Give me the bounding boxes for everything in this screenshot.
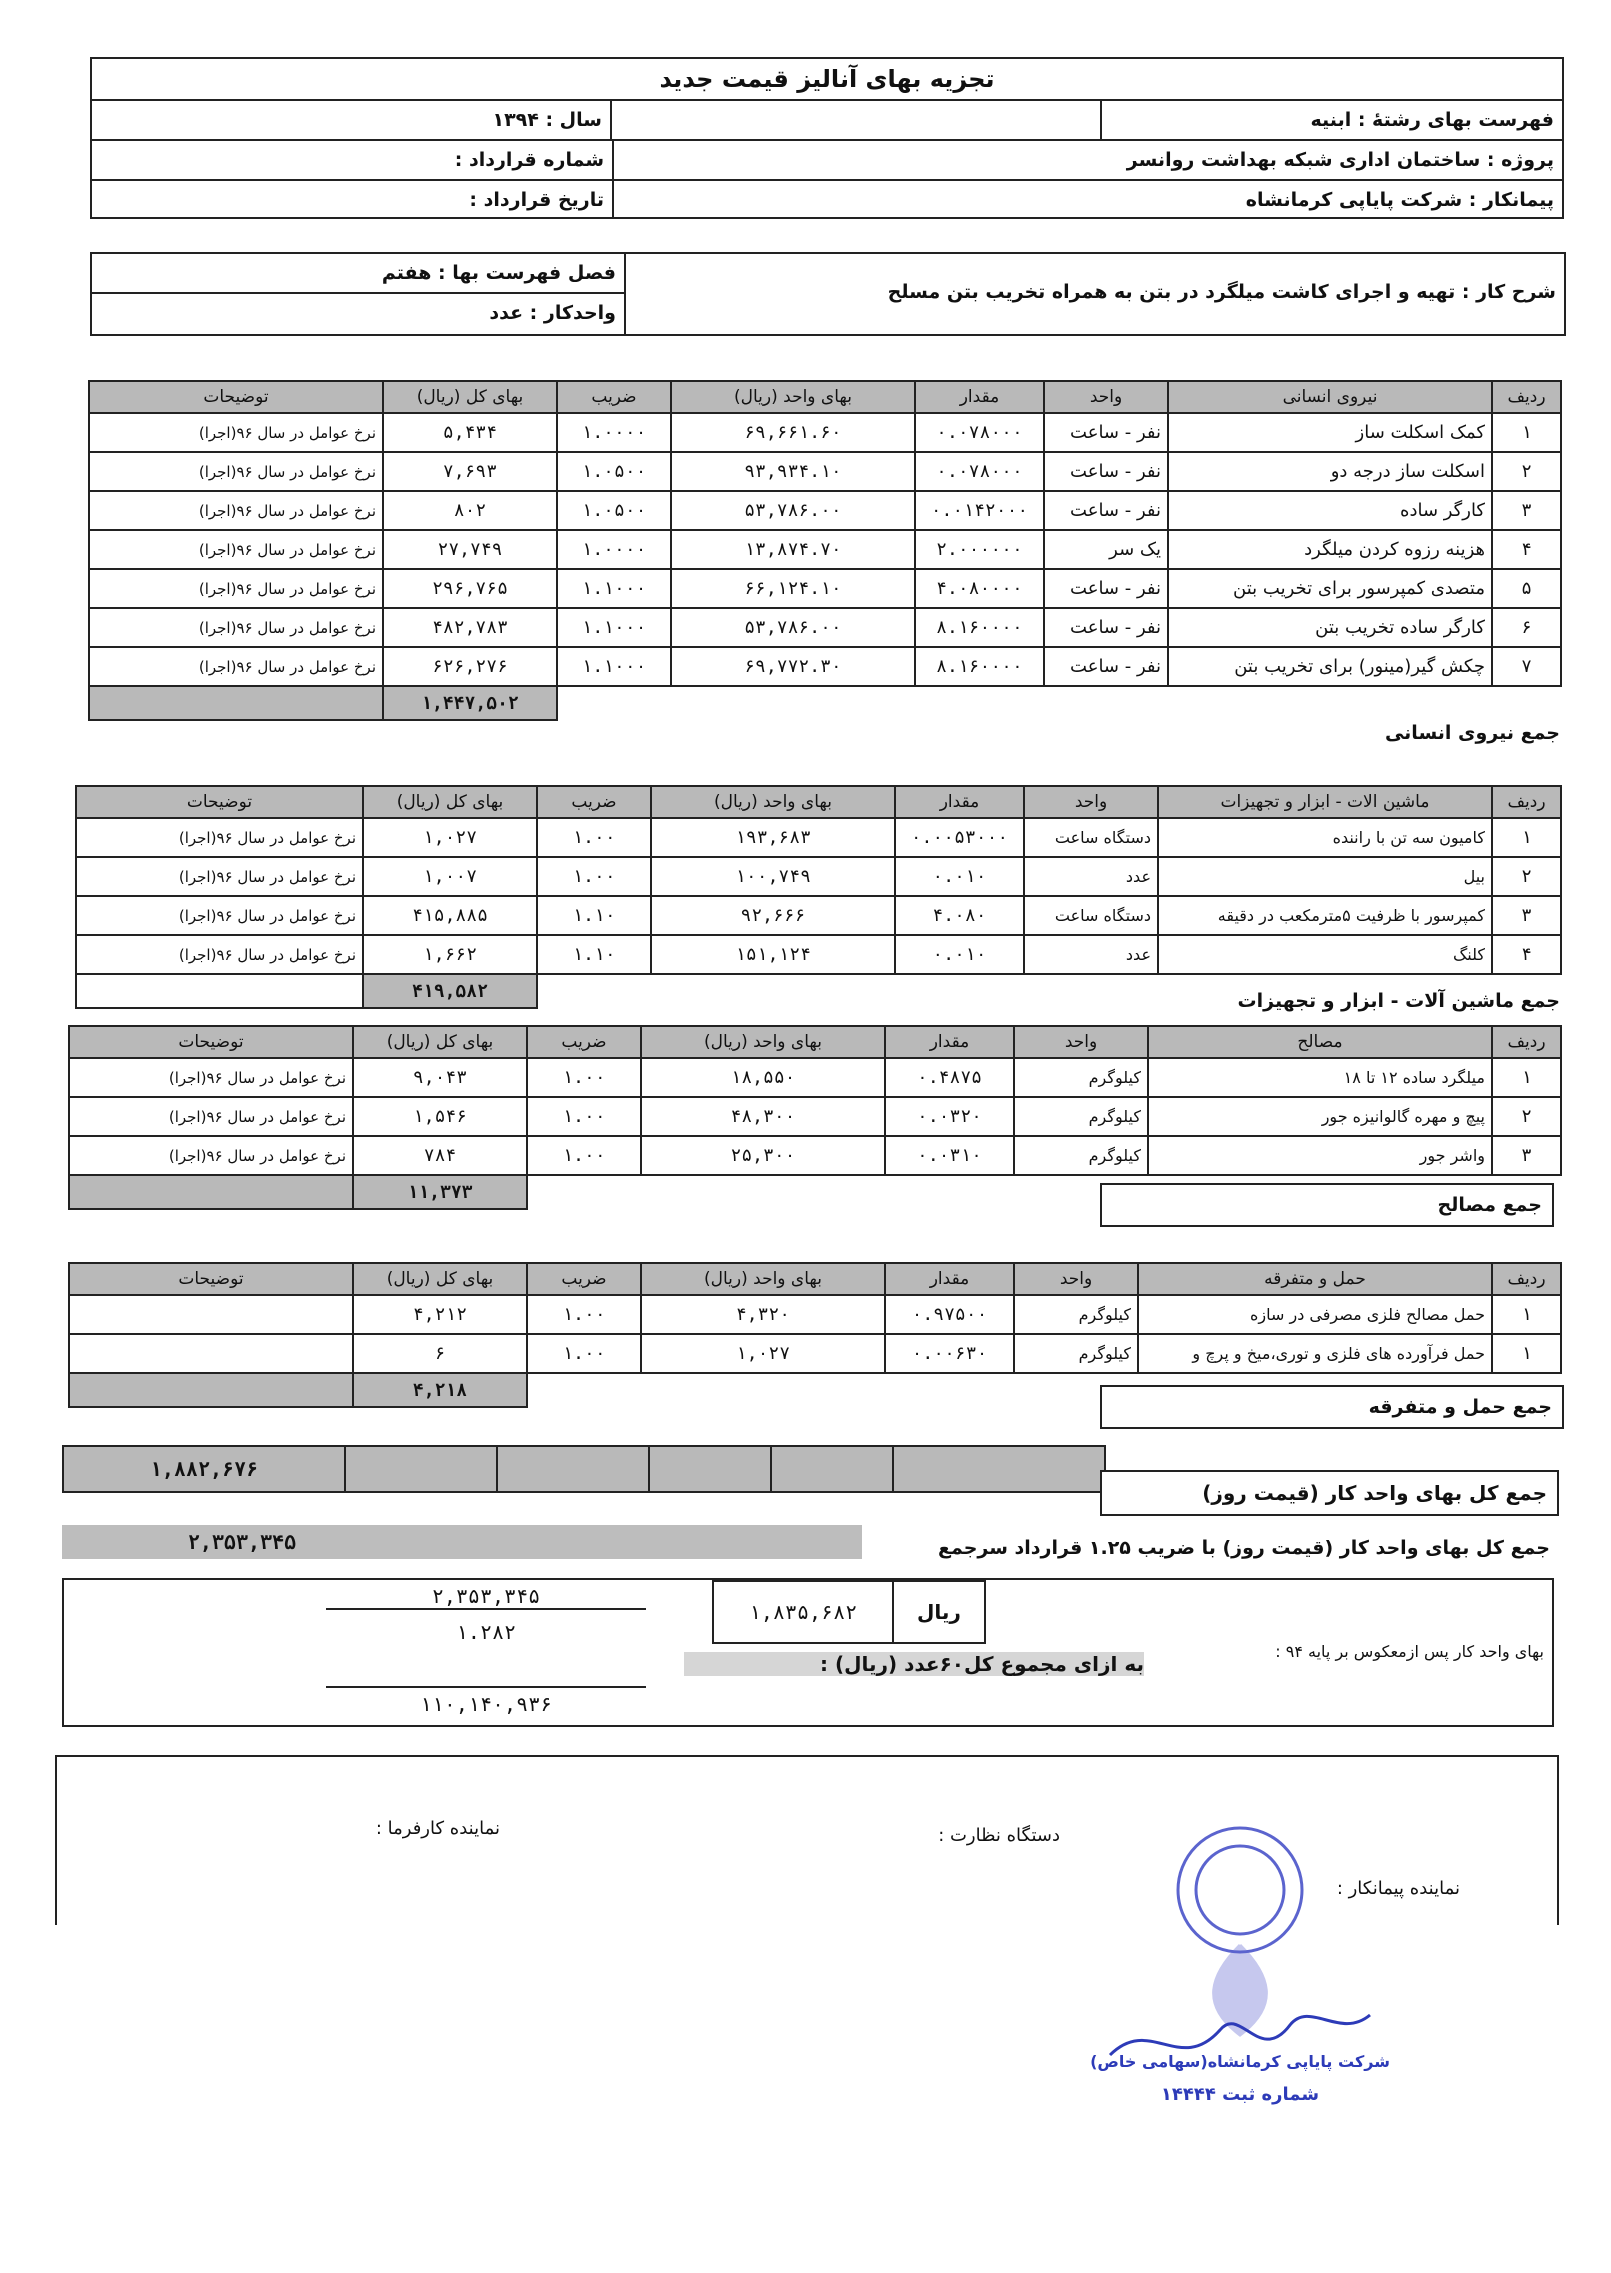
value-b: ۱.۲۸۲ — [455, 1620, 517, 1644]
cell: نرخ عوامل در سال ۹۶(اجرا) — [76, 896, 363, 935]
col-header: ردیف — [1492, 786, 1561, 818]
transport-total: ۴,۲۱۸ — [353, 1373, 527, 1407]
table-row — [76, 818, 1561, 857]
cell: حمل فرآورده های فلزی و توری،میخ و پرچ و — [1138, 1334, 1492, 1373]
cell: ۳ — [1492, 896, 1561, 935]
cell: ۶۶,۱۲۴.۱۰ — [671, 569, 915, 608]
cell: دستگاه ساعت — [1024, 896, 1158, 935]
cell: ۷,۶۹۳ — [383, 452, 557, 491]
cell: ۶۹,۶۶۱.۶۰ — [671, 413, 915, 452]
cell: ۰.۴۸۷۵ — [885, 1058, 1014, 1097]
cell: نرخ عوامل در سال ۹۶(اجرا) — [89, 530, 383, 569]
cell: ۴.۰۸۰ — [895, 896, 1024, 935]
cell: نفر - ساعت — [1044, 608, 1168, 647]
col-header: ردیف — [1492, 381, 1561, 413]
col-header: توضیحات — [89, 381, 383, 413]
cell: ۰.۰۱۰ — [895, 935, 1024, 974]
cell: ۱.۰۰ — [527, 1295, 641, 1334]
col-header: ردیف — [1492, 1026, 1561, 1058]
cell: ۱.۱۰۰۰ — [557, 608, 671, 647]
cell: ۱.۱۰ — [537, 896, 651, 935]
coef-total-strip — [62, 1525, 862, 1559]
col-header: نیروی انسانی — [1168, 381, 1492, 413]
cell: ۱۵۱,۱۲۴ — [651, 935, 895, 974]
cell: هزینه رزوه کردن میلگرد — [1168, 530, 1492, 569]
table-row — [89, 569, 1561, 608]
table-row — [89, 452, 1561, 491]
cell: نفر - ساعت — [1044, 491, 1168, 530]
per-total-label: به ازای مجموع کل۶۰عدد (ریال) : — [684, 1652, 1144, 1676]
cell: ۱.۱۰ — [537, 935, 651, 974]
table-row — [69, 1097, 1561, 1136]
cell: میلگرد ساده ۱۲ تا ۱۸ — [1148, 1058, 1492, 1097]
work-description: شرح کار : تهیه و اجرای کاشت میلگرد در بتن به همراه تخریب بتن مسلح — [624, 254, 1564, 334]
col-header: ضریب — [557, 381, 671, 413]
table-row — [89, 491, 1561, 530]
cell: ۱۸,۵۵۰ — [641, 1058, 885, 1097]
page-title: تجزیه بهای آنالیز قیمت جدید — [92, 59, 1562, 101]
cell: ۶۹,۷۷۲.۳۰ — [671, 647, 915, 686]
labor-total-label: جمع نیروی انسانی — [1384, 722, 1560, 744]
cell: نرخ عوامل در سال ۹۶(اجرا) — [89, 608, 383, 647]
cell: ۰.۰۳۲۰ — [885, 1097, 1014, 1136]
cell: ۱.۰۰ — [527, 1097, 641, 1136]
cell: ۰.۰۷۸۰۰۰ — [915, 452, 1044, 491]
cell: ۶۲۶,۲۷۶ — [383, 647, 557, 686]
cell: ۲ — [1492, 1097, 1561, 1136]
cell: ۱.۰۰۰۰ — [557, 530, 671, 569]
cell: ۳ — [1492, 1136, 1561, 1175]
cell: نفر - ساعت — [1044, 452, 1168, 491]
col-header: ضریب — [537, 786, 651, 818]
cell: ۱,۰۲۷ — [641, 1334, 885, 1373]
contractor: پیمانکار : شرکت پایاپی کرمانشاه — [612, 181, 1562, 219]
work-block — [90, 252, 1566, 336]
company-stamp — [1090, 1815, 1390, 2125]
cell: واشر جور — [1148, 1136, 1492, 1175]
table-row — [69, 1295, 1561, 1334]
col-header: بهای کل (ریال) — [353, 1026, 527, 1058]
col-header: حمل و متفرقه — [1138, 1263, 1492, 1295]
cell: ۴ — [1492, 530, 1561, 569]
cell: ۰.۹۷۵۰۰ — [885, 1295, 1014, 1334]
value-a: ۲,۳۵۳,۳۴۵ — [326, 1584, 646, 1610]
cell: ۸.۱۶۰۰۰۰ — [915, 647, 1044, 686]
col-header: بهای کل (ریال) — [363, 786, 537, 818]
col-header: واحد — [1014, 1263, 1138, 1295]
cell: نرخ عوامل در سال ۹۶(اجرا) — [89, 569, 383, 608]
cell: کیلوگرم — [1014, 1058, 1148, 1097]
col-header: ردیف — [1492, 1263, 1561, 1295]
employer-rep: نماینده کارفرما : — [375, 1818, 500, 1839]
grand-total-value: ۱,۸۸۲,۶۷۶ — [64, 1447, 346, 1491]
col-header: توضیحات — [69, 1026, 353, 1058]
table-row — [89, 608, 1561, 647]
col-header: واحد — [1044, 381, 1168, 413]
cell: ۱ — [1492, 1334, 1561, 1373]
cell — [69, 1295, 353, 1334]
supervision-rep: دستگاه نظارت : — [938, 1825, 1060, 1846]
cell: ۴,۲۱۲ — [353, 1295, 527, 1334]
grand-total-strip — [62, 1445, 1106, 1493]
work-unit: واحدکار : عدد — [489, 302, 616, 324]
col-header: مصالح — [1148, 1026, 1492, 1058]
cell: ۱.۰۰ — [527, 1058, 641, 1097]
cell: ۷ — [1492, 647, 1561, 686]
cell: کیلوگرم — [1014, 1136, 1148, 1175]
col-header: مقدار — [885, 1263, 1014, 1295]
cell: بیل — [1158, 857, 1492, 896]
rial-unit: ریال — [892, 1582, 984, 1642]
cell: ۱.۰۰ — [527, 1334, 641, 1373]
cell: نفر - ساعت — [1044, 569, 1168, 608]
cell: ۱.۱۰۰۰ — [557, 569, 671, 608]
cell: ۲ — [1492, 857, 1561, 896]
machinery-total: ۴۱۹,۵۸۲ — [363, 974, 537, 1008]
materials-total: ۱۱,۳۷۳ — [353, 1175, 527, 1209]
cell: ۸.۱۶۰۰۰۰ — [915, 608, 1044, 647]
reverse-value: ۱,۸۳۵,۶۸۲ — [748, 1600, 858, 1624]
cell: ۱.۰۰۰۰ — [557, 413, 671, 452]
stamp-company-name: شرکت پایاپی کرمانشاه(سهامی خاص) — [1090, 2052, 1390, 2071]
col-header: بهای واحد (ریال) — [641, 1263, 885, 1295]
stamp-registration: شماره ثبت ۱۴۴۴۴ — [1160, 2084, 1320, 2105]
header-block — [90, 57, 1564, 219]
cell: ۹۲,۶۶۶ — [651, 896, 895, 935]
machinery-table — [75, 785, 1562, 1009]
cell: ۲ — [1492, 452, 1561, 491]
machinery-total-label: جمع ماشین آلات - ابزار و تجهیزات — [1237, 990, 1560, 1012]
cell: ۱,۰۲۷ — [363, 818, 537, 857]
cell: نرخ عوامل در سال ۹۶(اجرا) — [89, 491, 383, 530]
col-header: ضریب — [527, 1263, 641, 1295]
cell — [69, 1334, 353, 1373]
cell: ۵,۴۳۴ — [383, 413, 557, 452]
cell: نرخ عوامل در سال ۹۶(اجرا) — [69, 1058, 353, 1097]
col-header: ماشین الات - ابزار و تجهیزات — [1158, 786, 1492, 818]
cell: ۰.۰۱۴۲۰۰۰ — [915, 491, 1044, 530]
contractor-rep: نماینده پیمانکار : — [1336, 1878, 1460, 1899]
cell: کیلوگرم — [1014, 1097, 1148, 1136]
table-row — [69, 1334, 1561, 1373]
value-c: ۱۱۰,۱۴۰,۹۳۶ — [326, 1686, 646, 1716]
cell: ۷۸۴ — [353, 1136, 527, 1175]
cell: کیلوگرم — [1014, 1295, 1138, 1334]
cell: ۰.۰۱۰ — [895, 857, 1024, 896]
cell: ۱۰۰,۷۴۹ — [651, 857, 895, 896]
cell: ۱,۰۰۷ — [363, 857, 537, 896]
cell: ۴.۰۸۰۰۰۰ — [915, 569, 1044, 608]
contract-number: شماره قرارداد : — [454, 149, 604, 171]
table-row — [89, 413, 1561, 452]
cell: ۹۳,۹۳۴.۱۰ — [671, 452, 915, 491]
table-row — [76, 896, 1561, 935]
cell: ۴۸,۳۰۰ — [641, 1097, 885, 1136]
cell: نفر - ساعت — [1044, 413, 1168, 452]
cell: ۴۱۵,۸۸۵ — [363, 896, 537, 935]
labor-table — [88, 380, 1562, 721]
cell: نرخ عوامل در سال ۹۶(اجرا) — [69, 1136, 353, 1175]
cell: ۳ — [1492, 491, 1561, 530]
cell: ۲۷,۷۴۹ — [383, 530, 557, 569]
cell: ۱,۶۶۲ — [363, 935, 537, 974]
cell: یک سر — [1044, 530, 1168, 569]
cell: ۲.۰۰۰۰۰۰ — [915, 530, 1044, 569]
cell: ۲۹۶,۷۶۵ — [383, 569, 557, 608]
year: سال : ۱۳۹۴ — [492, 109, 602, 131]
cell: ۰.۰۰۵۳۰۰۰ — [895, 818, 1024, 857]
cell: نرخ عوامل در سال ۹۶(اجرا) — [89, 647, 383, 686]
price-list: فهرست بهای رشتهٔ : ابنیه — [1100, 101, 1562, 139]
cell: ۱ — [1492, 1058, 1561, 1097]
cell: حمل مصالح فلزی مصرفی در سازه — [1138, 1295, 1492, 1334]
cell: پیچ و مهره گالوانیزه جور — [1148, 1097, 1492, 1136]
col-header: ضریب — [527, 1026, 641, 1058]
cell: ۵۳,۷۸۶.۰۰ — [671, 491, 915, 530]
cell: عدد — [1024, 935, 1158, 974]
table-row — [89, 530, 1561, 569]
cell: نرخ عوامل در سال ۹۶(اجرا) — [89, 452, 383, 491]
cell: عدد — [1024, 857, 1158, 896]
col-header: بهای واحد (ریال) — [671, 381, 915, 413]
contract-date: تاریخ قرارداد : — [469, 189, 604, 211]
cell: نرخ عوامل در سال ۹۶(اجرا) — [89, 413, 383, 452]
cell: ۱ — [1492, 818, 1561, 857]
price-chapter: فصل فهرست بها : هفتم — [92, 254, 624, 294]
cell: ۴,۳۲۰ — [641, 1295, 885, 1334]
cell: ۶ — [353, 1334, 527, 1373]
cell: ۴۸۲,۷۸۳ — [383, 608, 557, 647]
table-row — [76, 857, 1561, 896]
cell: اسکلت ساز درجه دو — [1168, 452, 1492, 491]
cell: ۱.۰۰ — [527, 1136, 641, 1175]
cell: کمک اسکلت ساز — [1168, 413, 1492, 452]
cell: ۱.۰۰ — [537, 857, 651, 896]
cell: کیلوگرم — [1014, 1334, 1138, 1373]
materials-total-label: جمع مصالح — [1100, 1183, 1554, 1227]
cell: نرخ عوامل در سال ۹۶(اجرا) — [76, 818, 363, 857]
cell: کارگر ساده تخریب بتن — [1168, 608, 1492, 647]
cell: کمپرسور با ظرفیت ۵مترمکعب در دقیقه — [1158, 896, 1492, 935]
cell: چکش گیر(مینور) برای تخریب بتن — [1168, 647, 1492, 686]
col-header: توضیحات — [76, 786, 363, 818]
col-header: بهای کل (ریال) — [353, 1263, 527, 1295]
cell: نرخ عوامل در سال ۹۶(اجرا) — [76, 857, 363, 896]
cell: ۹,۰۴۳ — [353, 1058, 527, 1097]
reverse-value-box — [712, 1580, 986, 1644]
col-header: بهای واحد (ریال) — [641, 1026, 885, 1058]
cell: ۱۳,۸۷۴.۷۰ — [671, 530, 915, 569]
table-row — [76, 935, 1561, 974]
cell: ۶ — [1492, 608, 1561, 647]
cell: ۸۰۲ — [383, 491, 557, 530]
reverse-calc-box — [62, 1578, 1554, 1727]
cell: ۰.۰۳۱۰ — [885, 1136, 1014, 1175]
cell: ۰.۰۰۶۳۰ — [885, 1334, 1014, 1373]
cell: کامیون سه تن با راننده — [1158, 818, 1492, 857]
table-row — [89, 647, 1561, 686]
cell: ۲۵,۳۰۰ — [641, 1136, 885, 1175]
table-row — [69, 1136, 1561, 1175]
col-header: واحد — [1024, 786, 1158, 818]
cell: ۱.۱۰۰۰ — [557, 647, 671, 686]
col-header: مقدار — [895, 786, 1024, 818]
cell: نرخ عوامل در سال ۹۶(اجرا) — [76, 935, 363, 974]
col-header: واحد — [1014, 1026, 1148, 1058]
cell: ۱.۰۵۰۰ — [557, 491, 671, 530]
cell: ۱۹۳,۶۸۳ — [651, 818, 895, 857]
cell: ۵۳,۷۸۶.۰۰ — [671, 608, 915, 647]
cell: کارگر ساده — [1168, 491, 1492, 530]
cell: نرخ عوامل در سال ۹۶(اجرا) — [69, 1097, 353, 1136]
cell: ۱ — [1492, 413, 1561, 452]
grand-total-label: جمع کل بهای واحد کار (قیمت روز) — [1100, 1470, 1559, 1516]
stamp-seal-icon — [1178, 1828, 1302, 2035]
cell: ۱.۰۵۰۰ — [557, 452, 671, 491]
cell: کلنگ — [1158, 935, 1492, 974]
reverse-label: بهای واحد کار پس ازمعکوس بر پایه ۹۴ : — [1275, 1642, 1544, 1661]
cell: ۱ — [1492, 1295, 1561, 1334]
coef-total-value: ۲,۳۵۳,۳۴۵ — [187, 1530, 297, 1554]
cell: ۱.۰۰ — [537, 818, 651, 857]
labor-total: ۱,۴۴۷,۵۰۲ — [383, 686, 557, 720]
col-header: توضیحات — [69, 1263, 353, 1295]
table-row — [69, 1058, 1561, 1097]
col-header: مقدار — [915, 381, 1044, 413]
cell: ۱,۵۴۶ — [353, 1097, 527, 1136]
cell: نفر - ساعت — [1044, 647, 1168, 686]
coef-total-label: جمع کل بهای واحد کار (قیمت روز) با ضریب ۱.۲۵ قرارداد سرجمع — [938, 1537, 1550, 1559]
cell: ۰.۰۷۸۰۰۰ — [915, 413, 1044, 452]
col-header: بهای کل (ریال) — [383, 381, 557, 413]
cell: ۴ — [1492, 935, 1561, 974]
project: پروژه : ساختمان اداری شبکه بهداشت روانسر — [612, 141, 1562, 179]
transport-total-label: جمع حمل و متفرقه — [1100, 1385, 1564, 1429]
cell: متصدی کمپرسور برای تخریب بتن — [1168, 569, 1492, 608]
cell: ۵ — [1492, 569, 1561, 608]
col-header: بهای واحد (ریال) — [651, 786, 895, 818]
cell: دستگاه ساعت — [1024, 818, 1158, 857]
col-header: مقدار — [885, 1026, 1014, 1058]
